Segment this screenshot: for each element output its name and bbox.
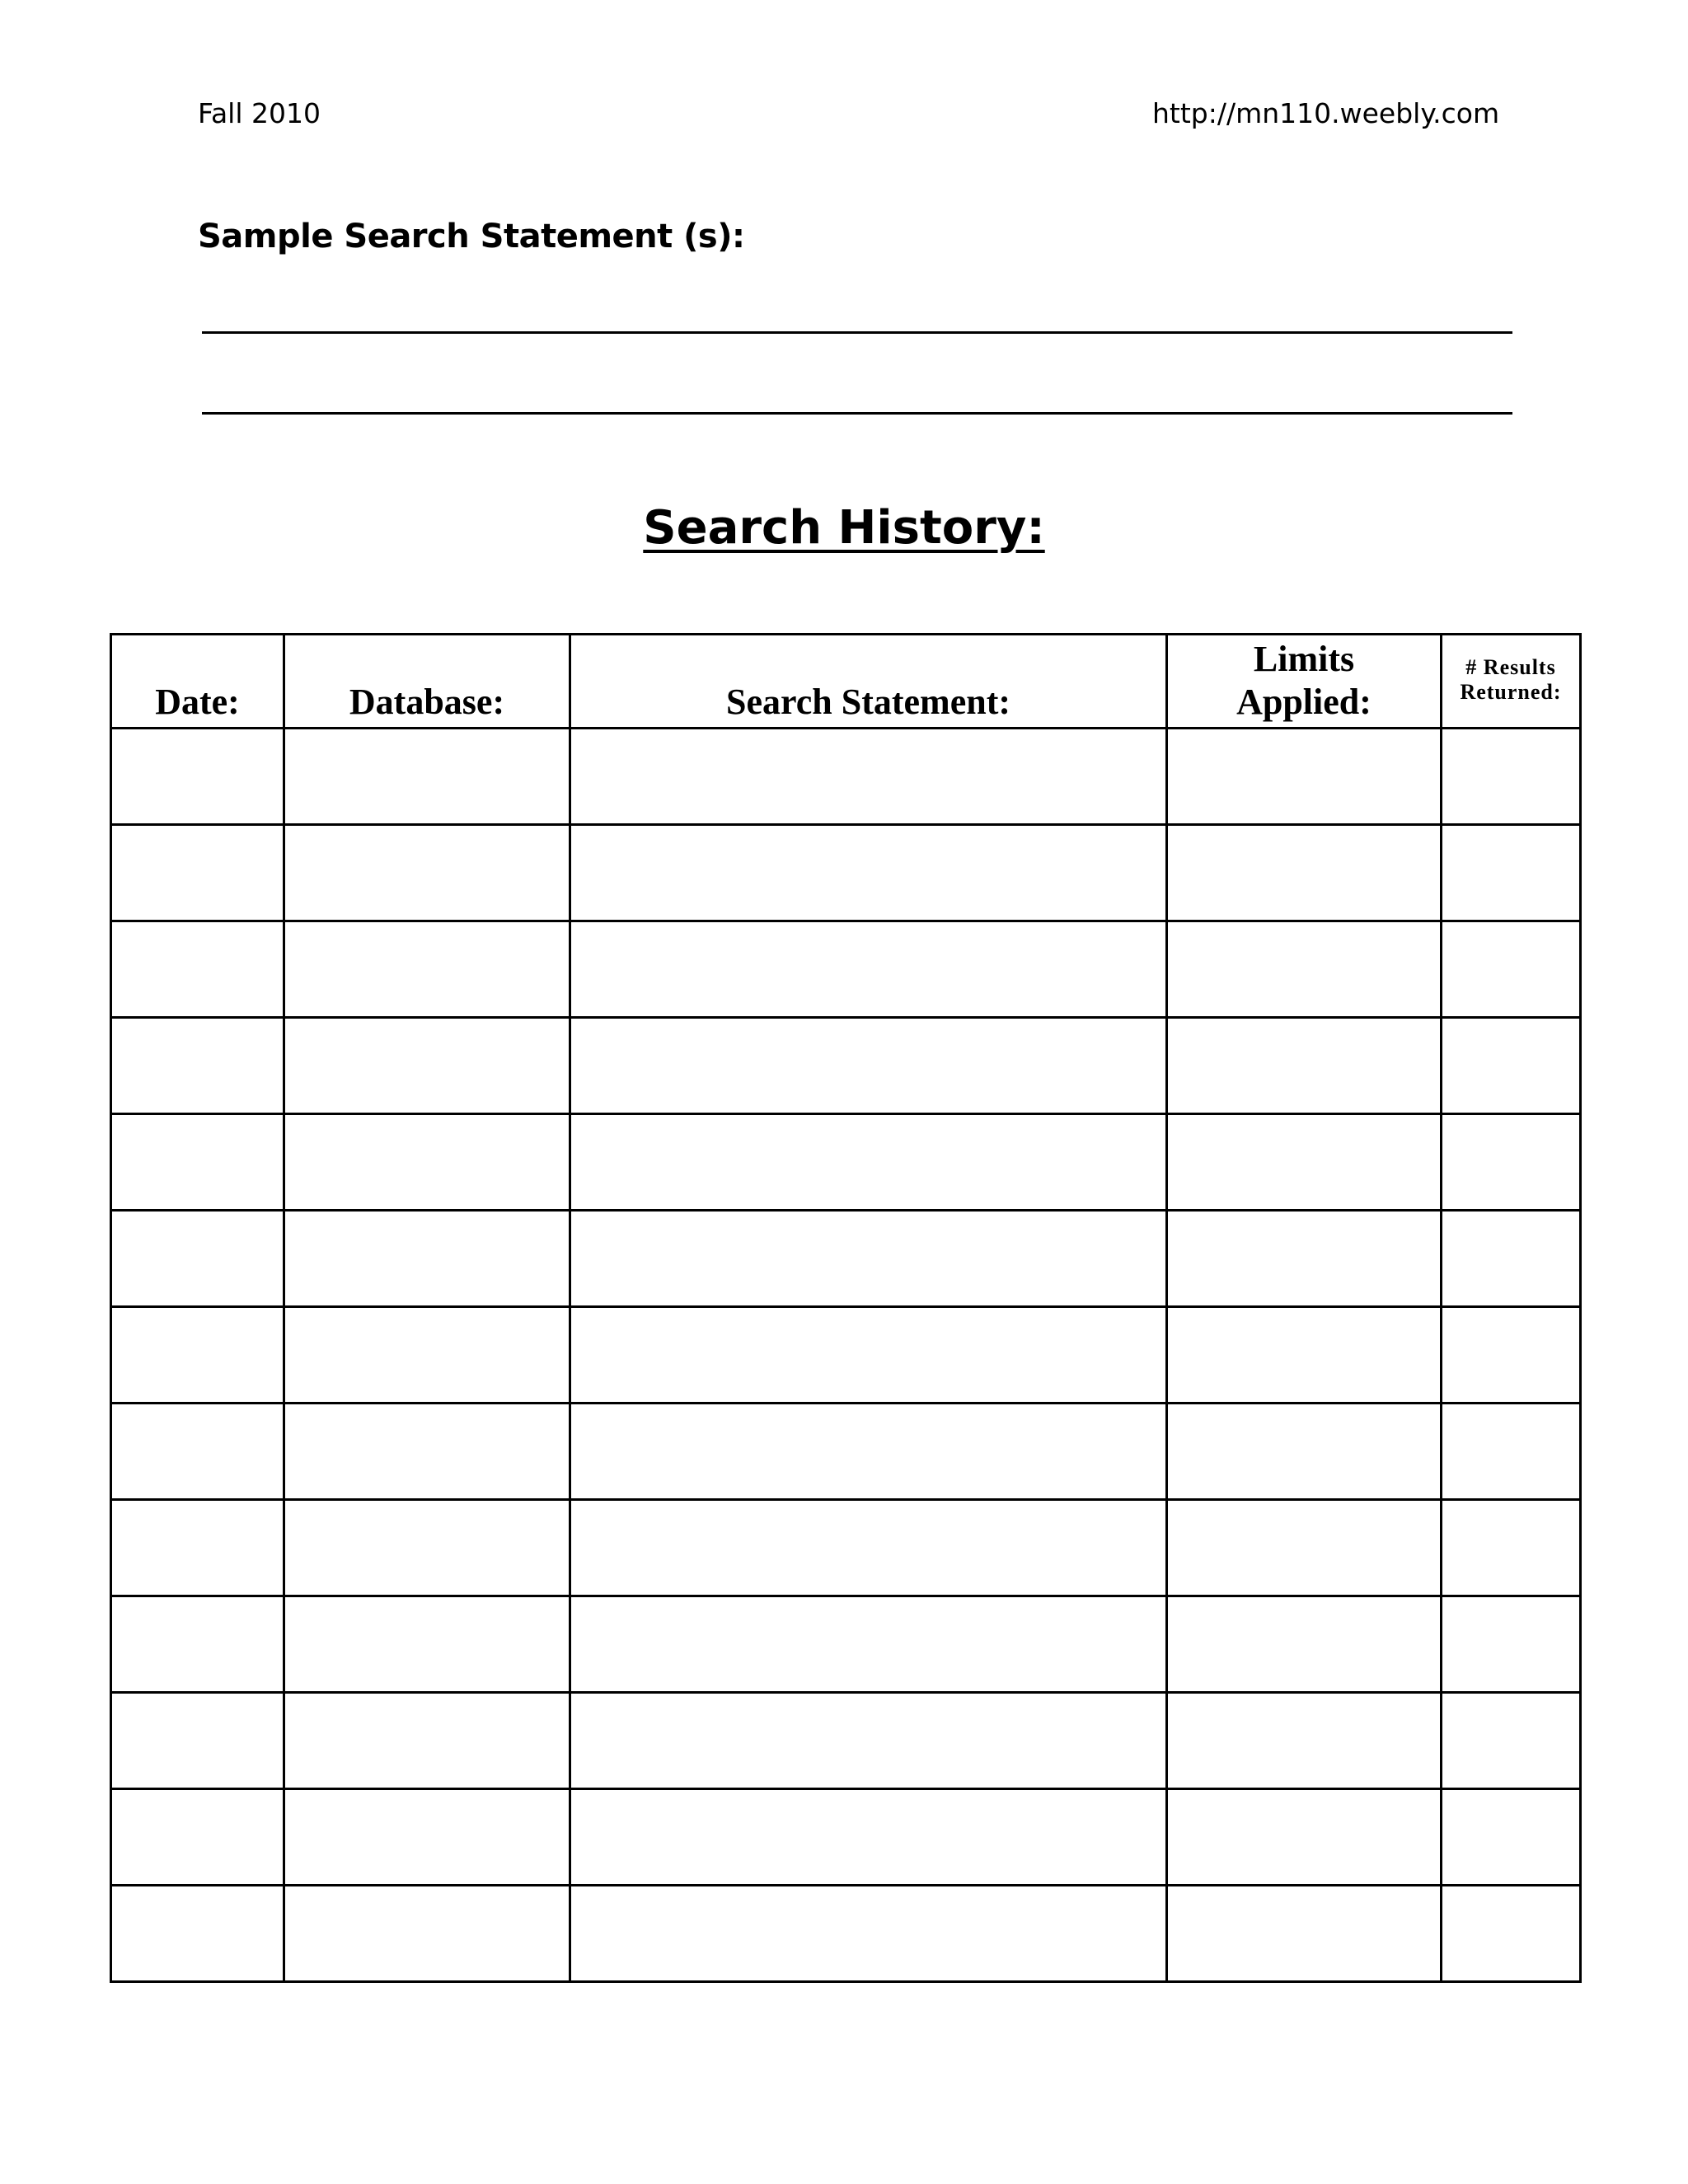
date-cell[interactable] (111, 1500, 284, 1596)
results-line-1: # Results (1465, 654, 1556, 679)
results-returned-cell[interactable] (1442, 1500, 1581, 1596)
date-cell[interactable] (111, 1114, 284, 1211)
limits-applied-cell[interactable] (1167, 1886, 1442, 1982)
column-header-results-returned (1442, 635, 1581, 729)
table-row (111, 1693, 1581, 1789)
table-row (111, 729, 1581, 825)
limits-applied-cell[interactable] (1167, 729, 1442, 825)
search-statement-cell[interactable] (570, 825, 1167, 921)
date-cell[interactable] (111, 729, 284, 825)
table-row (111, 825, 1581, 921)
database-cell[interactable] (284, 1886, 570, 1982)
date-cell[interactable] (111, 921, 284, 1018)
results-returned-cell[interactable] (1442, 1018, 1581, 1114)
search-statement-cell[interactable] (570, 1789, 1167, 1886)
table-row (111, 1307, 1581, 1404)
limits-line-2: Applied: (1236, 682, 1372, 722)
table-row (111, 1018, 1581, 1114)
search-statement-cell[interactable] (570, 729, 1167, 825)
table-row (111, 1114, 1581, 1211)
search-statement-cell[interactable] (570, 1500, 1167, 1596)
search-statement-cell[interactable] (570, 1018, 1167, 1114)
table-row (111, 1404, 1581, 1500)
limits-applied-cell[interactable] (1167, 1114, 1442, 1211)
header-url: http://mn110.weebly.com (1152, 97, 1500, 129)
database-cell[interactable] (284, 1307, 570, 1404)
results-returned-cell[interactable] (1442, 729, 1581, 825)
limits-applied-cell[interactable] (1167, 1404, 1442, 1500)
date-cell[interactable] (111, 1018, 284, 1114)
search-statement-cell[interactable] (570, 921, 1167, 1018)
search-statement-cell[interactable] (570, 1886, 1167, 1982)
date-cell[interactable] (111, 1693, 284, 1789)
table-row (111, 1500, 1581, 1596)
sample-statement-line-1[interactable] (202, 331, 1512, 334)
date-cell[interactable] (111, 1789, 284, 1886)
limits-applied-cell[interactable] (1167, 1211, 1442, 1307)
database-cell[interactable] (284, 921, 570, 1018)
results-returned-cell[interactable] (1442, 1404, 1581, 1500)
limits-applied-cell[interactable] (1167, 1018, 1442, 1114)
limits-applied-cell[interactable] (1167, 1596, 1442, 1693)
table-row (111, 1596, 1581, 1693)
results-returned-cell[interactable] (1442, 1789, 1581, 1886)
table-row (111, 1886, 1581, 1982)
column-header-date: Date: (111, 635, 284, 729)
limits-applied-cell[interactable] (1167, 921, 1442, 1018)
database-cell[interactable] (284, 1789, 570, 1886)
limits-applied-cell[interactable] (1167, 1693, 1442, 1789)
date-cell[interactable] (111, 1886, 284, 1982)
results-line-2: Returned: (1460, 679, 1562, 704)
results-returned-cell[interactable] (1442, 1307, 1581, 1404)
limits-applied-cell[interactable] (1167, 1500, 1442, 1596)
results-returned-cell[interactable] (1442, 1886, 1581, 1982)
search-statement-cell[interactable] (570, 1114, 1167, 1211)
table-row (111, 1211, 1581, 1307)
database-cell[interactable] (284, 1404, 570, 1500)
column-header-limits-applied (1167, 635, 1442, 729)
table-body (111, 729, 1581, 1982)
search-statement-cell[interactable] (570, 1693, 1167, 1789)
limits-applied-cell[interactable] (1167, 1789, 1442, 1886)
search-history-title: Search History: (643, 501, 1045, 555)
date-cell[interactable] (111, 1211, 284, 1307)
date-cell[interactable] (111, 1404, 284, 1500)
results-returned-cell[interactable] (1442, 825, 1581, 921)
search-statement-cell[interactable] (570, 1596, 1167, 1693)
results-returned-cell[interactable] (1442, 921, 1581, 1018)
sample-search-label: Sample Search Statement (s): (198, 218, 745, 255)
date-cell[interactable] (111, 1307, 284, 1404)
database-cell[interactable] (284, 1596, 570, 1693)
results-returned-cell[interactable] (1442, 1596, 1581, 1693)
limits-applied-cell[interactable] (1167, 1307, 1442, 1404)
date-cell[interactable] (111, 1596, 284, 1693)
table-header-row (111, 635, 1581, 729)
database-cell[interactable] (284, 1500, 570, 1596)
search-statement-cell[interactable] (570, 1211, 1167, 1307)
date-cell[interactable] (111, 825, 284, 921)
database-cell[interactable] (284, 1693, 570, 1789)
table-row (111, 921, 1581, 1018)
results-returned-cell[interactable] (1442, 1211, 1581, 1307)
sample-statement-line-2[interactable] (202, 412, 1512, 415)
results-returned-cell[interactable] (1442, 1114, 1581, 1211)
header-term: Fall 2010 (198, 97, 321, 129)
search-statement-cell[interactable] (570, 1307, 1167, 1404)
limits-line-1: Limits (1253, 639, 1355, 679)
database-cell[interactable] (284, 729, 570, 825)
search-history-table (110, 633, 1582, 1983)
database-cell[interactable] (284, 1114, 570, 1211)
column-header-database: Database: (284, 635, 570, 729)
search-statement-cell[interactable] (570, 1404, 1167, 1500)
database-cell[interactable] (284, 1211, 570, 1307)
column-header-search-statement: Search Statement: (570, 635, 1167, 729)
database-cell[interactable] (284, 825, 570, 921)
table-row (111, 1789, 1581, 1886)
database-cell[interactable] (284, 1018, 570, 1114)
limits-applied-cell[interactable] (1167, 825, 1442, 921)
results-returned-cell[interactable] (1442, 1693, 1581, 1789)
